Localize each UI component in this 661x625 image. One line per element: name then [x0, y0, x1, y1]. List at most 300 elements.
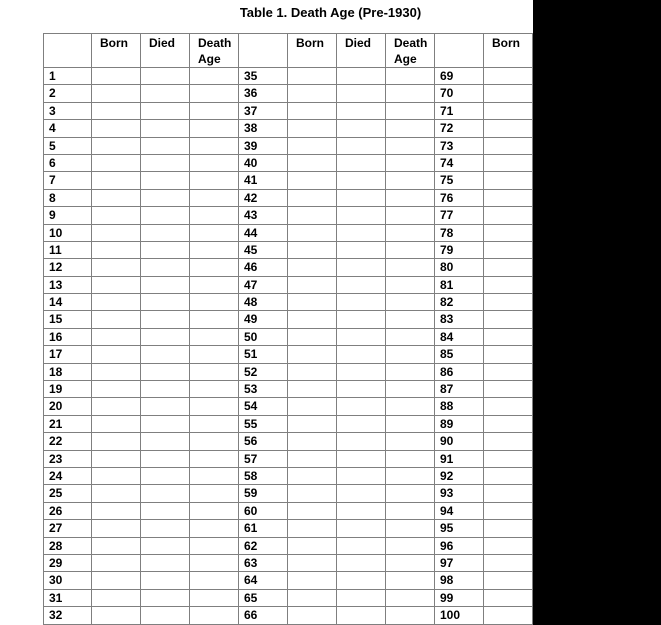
age-cell: 60 — [239, 502, 288, 519]
empty-cell — [484, 241, 533, 258]
empty-cell — [288, 520, 337, 537]
empty-cell — [484, 467, 533, 484]
empty-cell — [190, 346, 239, 363]
empty-cell — [92, 572, 141, 589]
empty-cell — [337, 311, 386, 328]
empty-cell — [92, 537, 141, 554]
table-row — [44, 189, 533, 206]
death-age-table — [43, 33, 533, 625]
empty-cell — [92, 137, 141, 154]
empty-cell — [190, 502, 239, 519]
age-cell: 56 — [239, 433, 288, 450]
empty-cell — [288, 154, 337, 171]
empty-cell — [484, 224, 533, 241]
age-cell: 23 — [44, 450, 92, 467]
empty-cell — [337, 154, 386, 171]
age-cell: 27 — [44, 520, 92, 537]
empty-cell — [288, 68, 337, 85]
empty-cell — [386, 120, 435, 137]
empty-cell — [92, 346, 141, 363]
age-cell: 53 — [239, 381, 288, 398]
age-cell: 25 — [44, 485, 92, 502]
age-cell: 98 — [435, 572, 484, 589]
table-row — [44, 537, 533, 554]
age-cell: 15 — [44, 311, 92, 328]
age-cell: 92 — [435, 467, 484, 484]
empty-cell — [288, 102, 337, 119]
age-cell: 24 — [44, 467, 92, 484]
header-cell — [435, 34, 484, 68]
empty-cell — [386, 607, 435, 624]
age-cell: 2 — [44, 85, 92, 102]
age-cell: 30 — [44, 572, 92, 589]
age-cell: 38 — [239, 120, 288, 137]
age-cell: 55 — [239, 415, 288, 432]
age-cell: 87 — [435, 381, 484, 398]
table-row — [44, 224, 533, 241]
empty-cell — [386, 68, 435, 85]
empty-cell — [386, 137, 435, 154]
age-cell: 5 — [44, 137, 92, 154]
empty-cell — [190, 589, 239, 606]
age-cell: 1 — [44, 68, 92, 85]
empty-cell — [190, 276, 239, 293]
empty-cell — [190, 120, 239, 137]
header-cell — [44, 34, 92, 68]
age-cell: 58 — [239, 467, 288, 484]
empty-cell — [190, 172, 239, 189]
empty-cell — [190, 450, 239, 467]
table-row — [44, 85, 533, 102]
empty-cell — [337, 415, 386, 432]
empty-cell — [386, 241, 435, 258]
age-cell: 86 — [435, 363, 484, 380]
empty-cell — [141, 137, 190, 154]
empty-cell — [190, 398, 239, 415]
empty-cell — [484, 294, 533, 311]
empty-cell — [141, 311, 190, 328]
age-cell: 74 — [435, 154, 484, 171]
empty-cell — [190, 328, 239, 345]
empty-cell — [386, 85, 435, 102]
empty-cell — [337, 137, 386, 154]
age-cell: 48 — [239, 294, 288, 311]
empty-cell — [288, 207, 337, 224]
age-cell: 66 — [239, 607, 288, 624]
table-row — [44, 520, 533, 537]
empty-cell — [190, 433, 239, 450]
age-cell: 13 — [44, 276, 92, 293]
table-row — [44, 346, 533, 363]
empty-cell — [288, 607, 337, 624]
empty-cell — [288, 433, 337, 450]
empty-cell — [92, 102, 141, 119]
empty-cell — [92, 363, 141, 380]
age-cell: 31 — [44, 589, 92, 606]
age-cell: 72 — [435, 120, 484, 137]
empty-cell — [92, 259, 141, 276]
empty-cell — [386, 502, 435, 519]
empty-cell — [288, 502, 337, 519]
empty-cell — [386, 363, 435, 380]
age-cell: 36 — [239, 85, 288, 102]
age-cell: 20 — [44, 398, 92, 415]
empty-cell — [92, 120, 141, 137]
table-row — [44, 172, 533, 189]
age-cell: 83 — [435, 311, 484, 328]
empty-cell — [484, 68, 533, 85]
empty-cell — [386, 398, 435, 415]
empty-cell — [141, 207, 190, 224]
age-cell: 75 — [435, 172, 484, 189]
empty-cell — [92, 189, 141, 206]
empty-cell — [337, 189, 386, 206]
empty-cell — [288, 589, 337, 606]
empty-cell — [288, 241, 337, 258]
age-cell: 90 — [435, 433, 484, 450]
empty-cell — [386, 328, 435, 345]
table-row — [44, 554, 533, 571]
age-cell: 10 — [44, 224, 92, 241]
age-cell: 78 — [435, 224, 484, 241]
empty-cell — [337, 467, 386, 484]
empty-cell — [484, 537, 533, 554]
age-cell: 43 — [239, 207, 288, 224]
empty-cell — [386, 224, 435, 241]
empty-cell — [337, 520, 386, 537]
empty-cell — [337, 120, 386, 137]
empty-cell — [92, 589, 141, 606]
age-cell: 47 — [239, 276, 288, 293]
empty-cell — [386, 381, 435, 398]
empty-cell — [337, 572, 386, 589]
age-cell: 79 — [435, 241, 484, 258]
age-cell: 8 — [44, 189, 92, 206]
empty-cell — [386, 294, 435, 311]
empty-cell — [288, 189, 337, 206]
age-cell: 7 — [44, 172, 92, 189]
age-cell: 35 — [239, 68, 288, 85]
empty-cell — [288, 294, 337, 311]
header-cell: Died — [337, 34, 386, 68]
empty-cell — [337, 85, 386, 102]
empty-cell — [484, 433, 533, 450]
age-cell: 100 — [435, 607, 484, 624]
age-cell: 76 — [435, 189, 484, 206]
empty-cell — [92, 294, 141, 311]
empty-cell — [484, 363, 533, 380]
empty-cell — [190, 259, 239, 276]
empty-cell — [386, 259, 435, 276]
empty-cell — [141, 189, 190, 206]
table-title: Table 1. Death Age (Pre-1930) — [239, 5, 422, 20]
empty-cell — [288, 485, 337, 502]
empty-cell — [190, 607, 239, 624]
empty-cell — [288, 224, 337, 241]
empty-cell — [92, 607, 141, 624]
empty-cell — [484, 102, 533, 119]
table-row — [44, 381, 533, 398]
age-cell: 37 — [239, 102, 288, 119]
age-cell: 93 — [435, 485, 484, 502]
age-cell: 40 — [239, 154, 288, 171]
empty-cell — [141, 363, 190, 380]
age-cell: 91 — [435, 450, 484, 467]
empty-cell — [337, 607, 386, 624]
empty-cell — [190, 415, 239, 432]
empty-cell — [386, 520, 435, 537]
empty-cell — [386, 154, 435, 171]
empty-cell — [484, 520, 533, 537]
empty-cell — [190, 102, 239, 119]
empty-cell — [484, 259, 533, 276]
empty-cell — [386, 554, 435, 571]
empty-cell — [190, 363, 239, 380]
table-row — [44, 398, 533, 415]
age-cell: 12 — [44, 259, 92, 276]
empty-cell — [141, 433, 190, 450]
empty-cell — [141, 554, 190, 571]
empty-cell — [337, 589, 386, 606]
empty-cell — [141, 120, 190, 137]
table-row — [44, 572, 533, 589]
empty-cell — [484, 450, 533, 467]
empty-cell — [92, 433, 141, 450]
empty-cell — [190, 207, 239, 224]
age-cell: 95 — [435, 520, 484, 537]
empty-cell — [386, 311, 435, 328]
empty-cell — [288, 172, 337, 189]
empty-cell — [141, 415, 190, 432]
header-cell: Born — [92, 34, 141, 68]
empty-cell — [337, 328, 386, 345]
empty-cell — [141, 485, 190, 502]
empty-cell — [386, 172, 435, 189]
header-cell: Death Age — [386, 34, 435, 68]
age-cell: 97 — [435, 554, 484, 571]
empty-cell — [337, 363, 386, 380]
empty-cell — [141, 450, 190, 467]
age-cell: 54 — [239, 398, 288, 415]
age-cell: 50 — [239, 328, 288, 345]
empty-cell — [190, 154, 239, 171]
empty-cell — [141, 502, 190, 519]
empty-cell — [386, 589, 435, 606]
age-cell: 69 — [435, 68, 484, 85]
table-row — [44, 467, 533, 484]
empty-cell — [190, 241, 239, 258]
age-cell: 62 — [239, 537, 288, 554]
header-cell — [239, 34, 288, 68]
empty-cell — [190, 537, 239, 554]
age-cell: 99 — [435, 589, 484, 606]
empty-cell — [386, 467, 435, 484]
empty-cell — [484, 398, 533, 415]
empty-cell — [288, 467, 337, 484]
empty-cell — [190, 485, 239, 502]
empty-cell — [288, 537, 337, 554]
age-cell: 49 — [239, 311, 288, 328]
empty-cell — [484, 572, 533, 589]
empty-cell — [386, 572, 435, 589]
empty-cell — [386, 207, 435, 224]
empty-cell — [386, 102, 435, 119]
header-cell: Death Age — [190, 34, 239, 68]
age-cell: 70 — [435, 85, 484, 102]
empty-cell — [337, 68, 386, 85]
empty-cell — [337, 502, 386, 519]
empty-cell — [92, 276, 141, 293]
header-cell: Born — [484, 34, 533, 68]
age-cell: 71 — [435, 102, 484, 119]
empty-cell — [288, 554, 337, 571]
age-cell: 14 — [44, 294, 92, 311]
empty-cell — [288, 346, 337, 363]
age-cell: 81 — [435, 276, 484, 293]
empty-cell — [386, 189, 435, 206]
age-cell: 51 — [239, 346, 288, 363]
age-cell: 64 — [239, 572, 288, 589]
table-row — [44, 154, 533, 171]
table-row — [44, 241, 533, 258]
age-cell: 3 — [44, 102, 92, 119]
empty-cell — [141, 537, 190, 554]
table-row — [44, 415, 533, 432]
table-row — [44, 259, 533, 276]
age-cell: 11 — [44, 241, 92, 258]
empty-cell — [92, 241, 141, 258]
age-cell: 82 — [435, 294, 484, 311]
empty-cell — [337, 172, 386, 189]
empty-cell — [484, 207, 533, 224]
empty-cell — [141, 172, 190, 189]
empty-cell — [190, 294, 239, 311]
empty-cell — [141, 224, 190, 241]
empty-cell — [484, 311, 533, 328]
empty-cell — [141, 572, 190, 589]
table-row — [44, 137, 533, 154]
age-cell: 26 — [44, 502, 92, 519]
header-cell: Died — [141, 34, 190, 68]
empty-cell — [337, 259, 386, 276]
empty-cell — [141, 381, 190, 398]
age-cell: 42 — [239, 189, 288, 206]
table-row — [44, 328, 533, 345]
table-row — [44, 102, 533, 119]
empty-cell — [386, 415, 435, 432]
age-cell: 46 — [239, 259, 288, 276]
empty-cell — [288, 120, 337, 137]
empty-cell — [288, 311, 337, 328]
empty-cell — [484, 502, 533, 519]
empty-cell — [288, 328, 337, 345]
age-cell: 85 — [435, 346, 484, 363]
empty-cell — [190, 572, 239, 589]
empty-cell — [484, 415, 533, 432]
empty-cell — [190, 554, 239, 571]
empty-cell — [484, 589, 533, 606]
age-cell: 17 — [44, 346, 92, 363]
empty-cell — [337, 433, 386, 450]
empty-cell — [141, 467, 190, 484]
age-cell: 45 — [239, 241, 288, 258]
empty-cell — [484, 120, 533, 137]
empty-cell — [92, 328, 141, 345]
empty-cell — [92, 207, 141, 224]
empty-cell — [484, 554, 533, 571]
empty-cell — [190, 381, 239, 398]
empty-cell — [337, 381, 386, 398]
empty-cell — [337, 398, 386, 415]
black-occlusion-bar — [533, 0, 661, 625]
empty-cell — [190, 68, 239, 85]
empty-cell — [190, 137, 239, 154]
empty-cell — [141, 589, 190, 606]
empty-cell — [484, 172, 533, 189]
age-cell: 73 — [435, 137, 484, 154]
empty-cell — [92, 381, 141, 398]
empty-cell — [141, 328, 190, 345]
empty-cell — [337, 224, 386, 241]
empty-cell — [386, 276, 435, 293]
empty-cell — [337, 554, 386, 571]
empty-cell — [92, 68, 141, 85]
empty-cell — [484, 85, 533, 102]
empty-cell — [190, 189, 239, 206]
age-cell: 32 — [44, 607, 92, 624]
empty-cell — [190, 467, 239, 484]
age-cell: 77 — [435, 207, 484, 224]
age-cell: 6 — [44, 154, 92, 171]
empty-cell — [92, 467, 141, 484]
empty-cell — [92, 224, 141, 241]
empty-cell — [92, 502, 141, 519]
age-cell: 39 — [239, 137, 288, 154]
empty-cell — [141, 154, 190, 171]
age-cell: 61 — [239, 520, 288, 537]
age-cell: 22 — [44, 433, 92, 450]
empty-cell — [92, 154, 141, 171]
empty-cell — [288, 572, 337, 589]
empty-cell — [288, 450, 337, 467]
age-cell: 19 — [44, 381, 92, 398]
empty-cell — [190, 520, 239, 537]
empty-cell — [337, 294, 386, 311]
empty-cell — [288, 363, 337, 380]
empty-cell — [190, 311, 239, 328]
table-row — [44, 363, 533, 380]
age-cell: 41 — [239, 172, 288, 189]
age-cell: 29 — [44, 554, 92, 571]
empty-cell — [141, 102, 190, 119]
empty-cell — [337, 485, 386, 502]
age-cell: 44 — [239, 224, 288, 241]
empty-cell — [288, 85, 337, 102]
empty-cell — [337, 102, 386, 119]
age-cell: 57 — [239, 450, 288, 467]
empty-cell — [484, 189, 533, 206]
empty-cell — [141, 398, 190, 415]
empty-cell — [386, 346, 435, 363]
table-row — [44, 502, 533, 519]
table-row — [44, 120, 533, 137]
empty-cell — [484, 154, 533, 171]
age-cell: 63 — [239, 554, 288, 571]
empty-cell — [484, 276, 533, 293]
age-cell: 16 — [44, 328, 92, 345]
empty-cell — [92, 520, 141, 537]
empty-cell — [386, 433, 435, 450]
